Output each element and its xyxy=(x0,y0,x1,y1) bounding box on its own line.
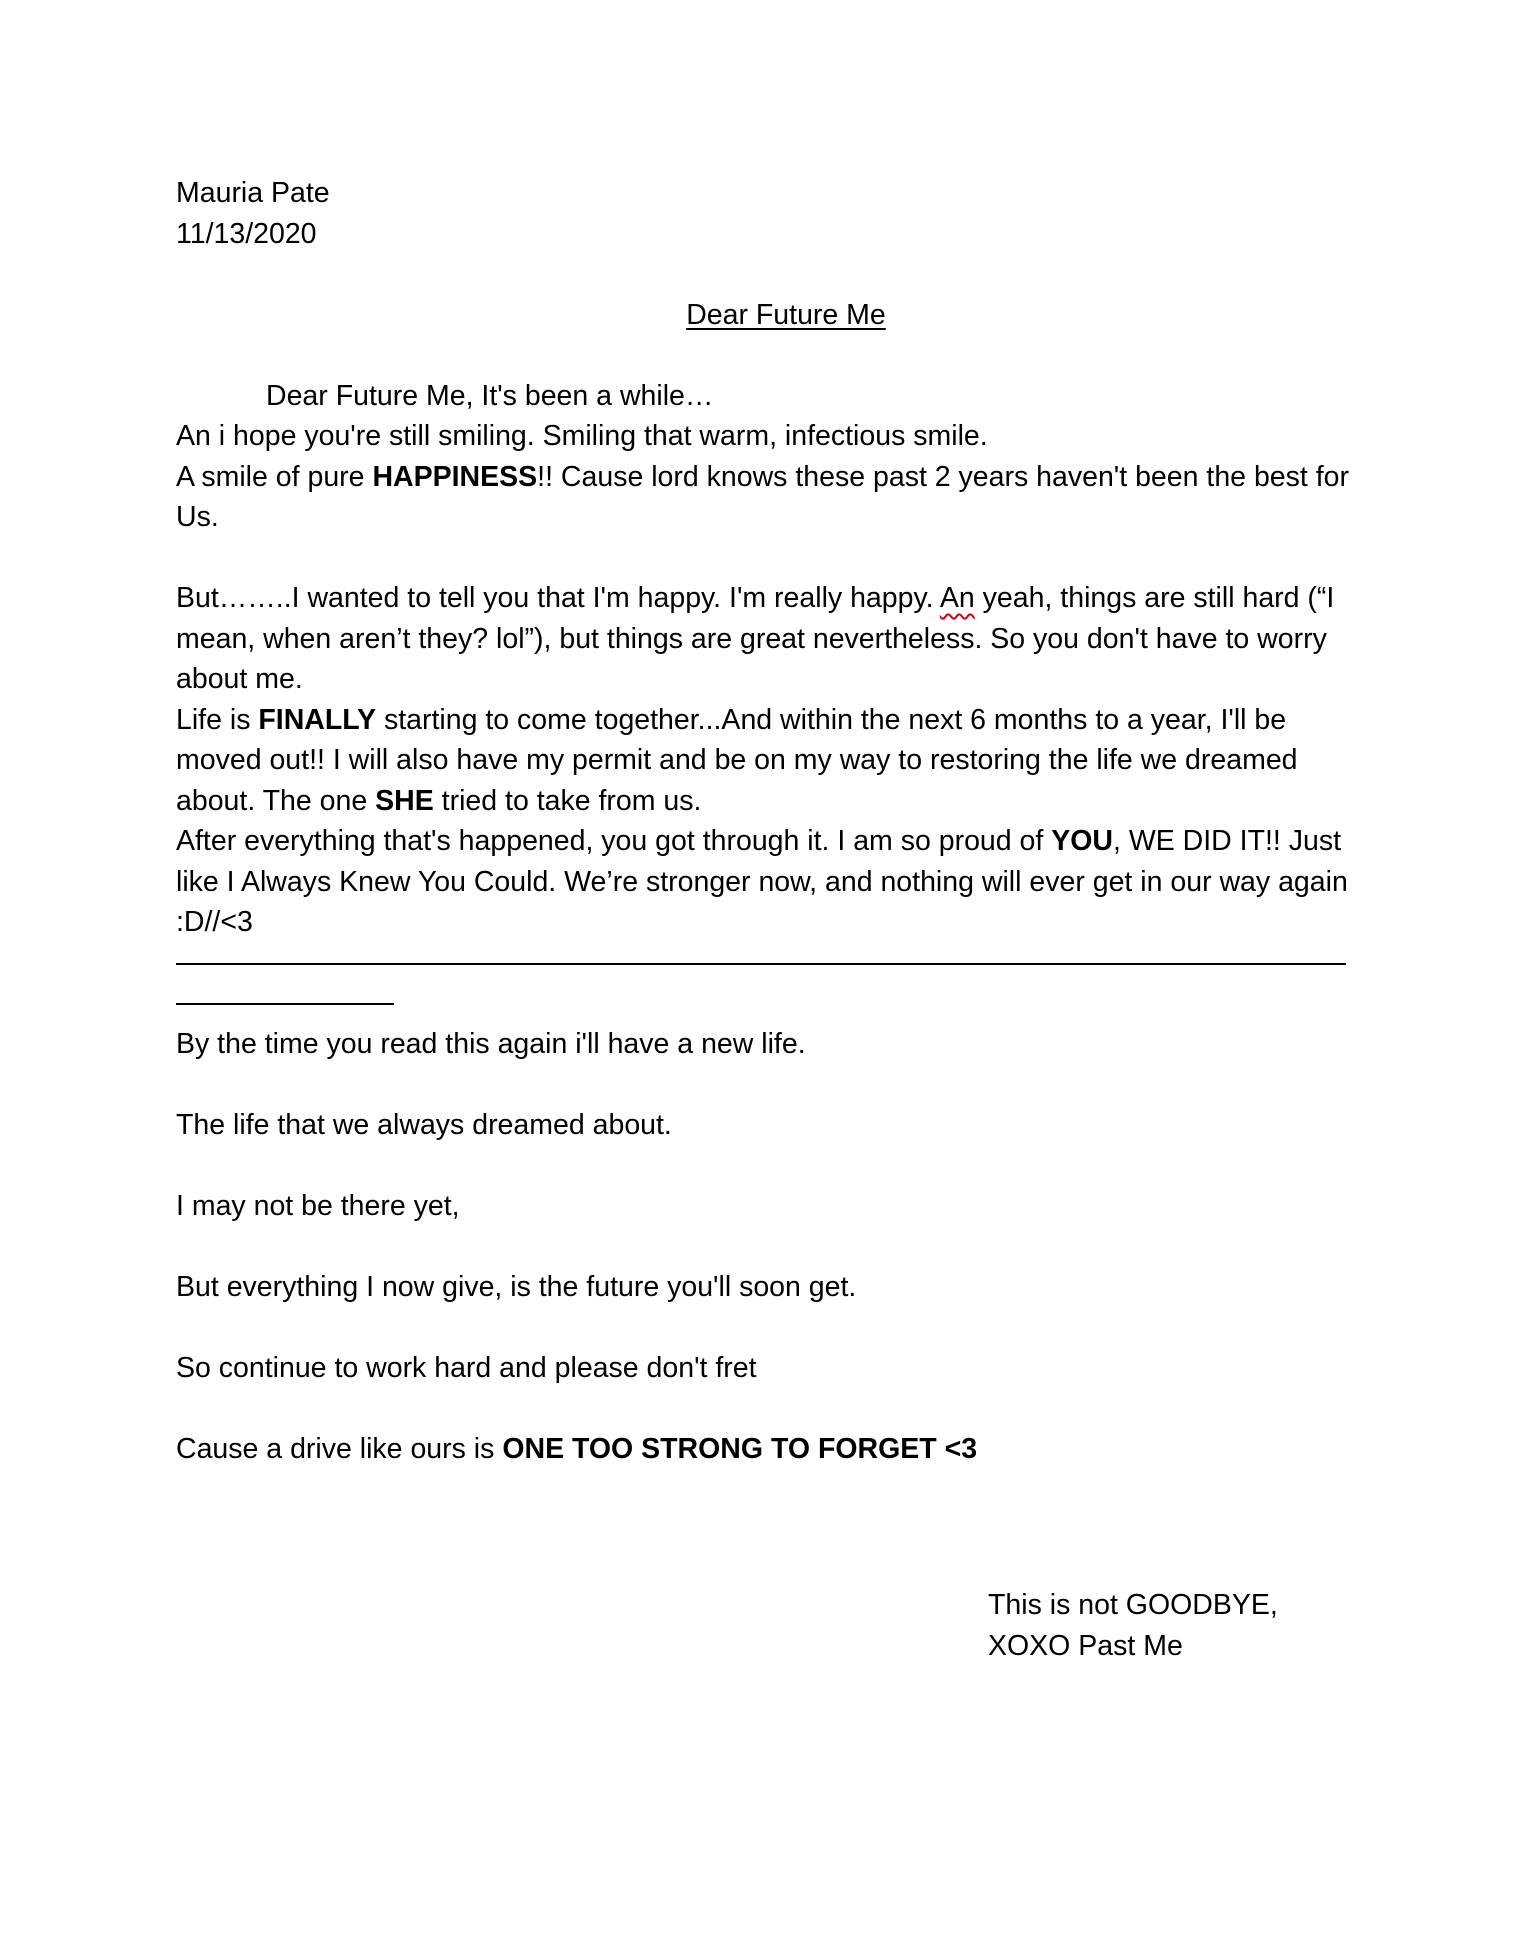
divider-line xyxy=(176,943,1346,984)
spacer xyxy=(176,1064,1356,1105)
page-title: Dear Future Me xyxy=(686,298,886,331)
letter-body xyxy=(176,173,1356,1469)
spellcheck-flagged-word[interactable]: An xyxy=(939,582,975,614)
spacer xyxy=(176,254,1356,295)
spacer xyxy=(176,1307,1356,1348)
hope-line: An i hope you're still smiling. Smiling that warm, infectious smile. xyxy=(176,420,988,452)
emphasis-she: SHE xyxy=(375,784,434,817)
emphasis-finally: FINALLY xyxy=(258,703,377,736)
emphasis-you: YOU xyxy=(1051,825,1113,857)
spacer xyxy=(176,1226,1356,1267)
text-run: But……..I wanted to tell you that I'm happy. I'm really happy. xyxy=(176,582,940,614)
finally-paragraph xyxy=(176,700,1356,822)
poem-line-2: The life that we always dreamed about. xyxy=(176,1108,672,1141)
text-run: A smile of pure xyxy=(176,460,373,493)
text-run: tried to take from us. xyxy=(433,784,702,817)
poem-line-4: But everything I now give, is the future you'll soon get. xyxy=(176,1270,857,1303)
letter-date: 11/13/2020 xyxy=(176,217,317,250)
divider-line-continuation xyxy=(176,983,394,1024)
poem-line-1: By the time you read this again i'll have a new life. xyxy=(176,1027,806,1060)
opening-line: Dear Future Me, It's been a while… xyxy=(266,379,714,412)
signoff-line-1: This is not GOODBYE, xyxy=(988,1589,1278,1621)
title-row xyxy=(176,295,1356,336)
text-run: Cause a drive like ours is xyxy=(176,1432,503,1465)
text-run: !! Cause lord knows these past 2 years haven't been the best for Us. xyxy=(176,460,1357,533)
spacer xyxy=(176,1145,1356,1186)
author-name: Mauria Pate xyxy=(176,177,330,209)
emphasis-happiness: HAPPINESS xyxy=(372,460,538,493)
happiness-paragraph xyxy=(176,457,1356,538)
poem-line-5: So continue to work hard and please don't fret xyxy=(176,1351,757,1384)
text-run: After everything that's happened, you got through it. I am so proud of xyxy=(176,825,1052,857)
spacer xyxy=(176,1388,1356,1429)
text-run: starting to come together...And within the next 6 months to a year, I'll be moved out!! I will also have my permit and be on my way to restoring the life we dreamed about. The one xyxy=(176,703,1306,817)
proud-paragraph xyxy=(176,821,1356,943)
text-run: yeah, things are still hard (“I mean, when aren’t they? lol”), but things are great nevertheless. So you don't have to worry about me. xyxy=(176,582,1343,695)
emphasis-strong-drive: ONE TOO STRONG TO FORGET <3 xyxy=(502,1432,978,1465)
poem-line-3: I may not be there yet, xyxy=(176,1189,460,1222)
text-run: , WE DID IT!! Just like I Always Knew You Could. We’re stronger now, and nothing will ever get in our way again :D//<3 xyxy=(176,825,1356,938)
spacer xyxy=(176,538,1356,579)
text-run: Life is xyxy=(176,703,259,736)
signoff-line-2: XOXO Past Me xyxy=(988,1629,1183,1662)
happy-paragraph xyxy=(176,578,1356,700)
poem-line-6 xyxy=(176,1429,1356,1470)
spacer xyxy=(176,335,1356,376)
signoff-block xyxy=(988,1585,1278,1666)
